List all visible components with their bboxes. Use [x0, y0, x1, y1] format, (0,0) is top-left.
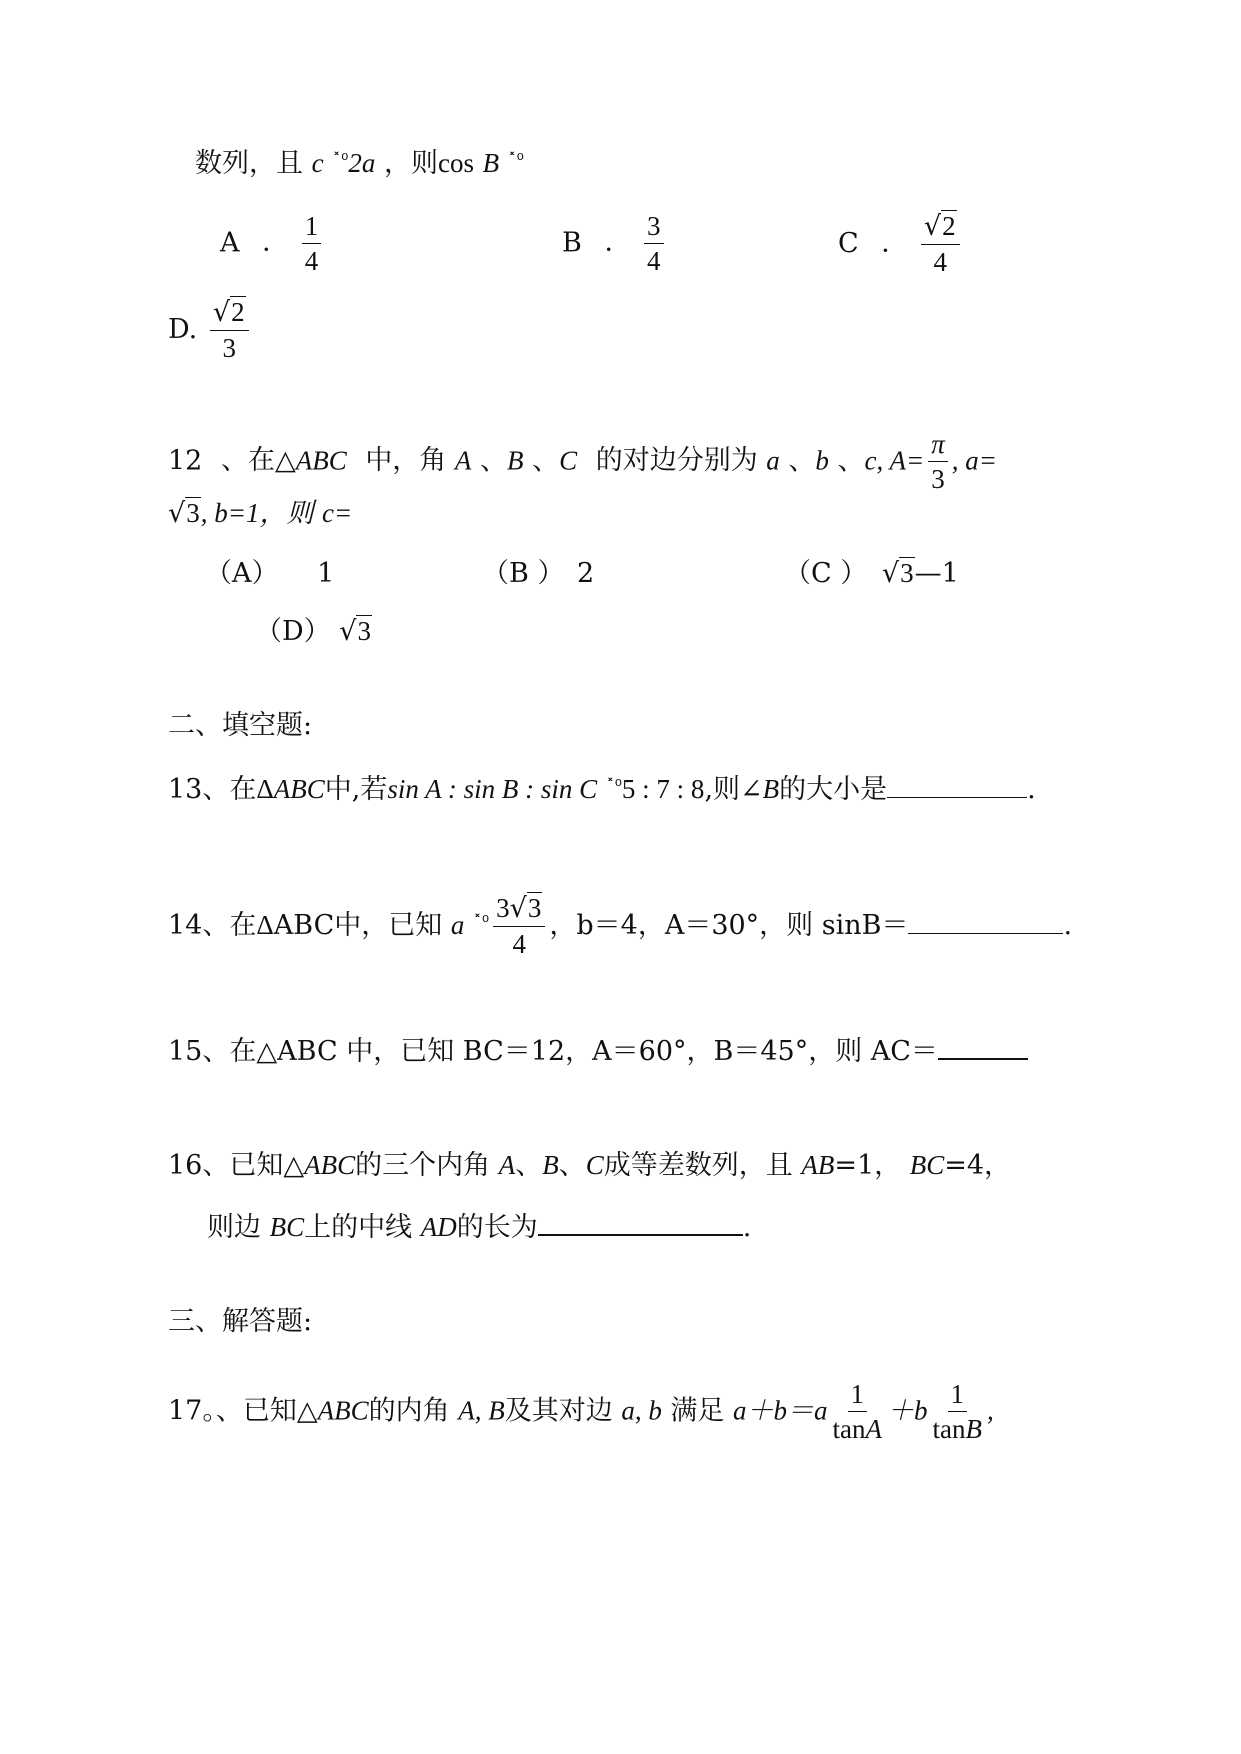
period: . — [742, 1212, 752, 1243]
q13-text: 的大小是 — [779, 774, 888, 805]
fraction-1-over-tanB — [930, 1380, 986, 1444]
pi-over-3 — [928, 430, 948, 494]
fraction-1-over-tanA — [830, 1380, 886, 1444]
var-A: A — [865, 1414, 882, 1445]
var-a: a — [450, 909, 465, 940]
q12-option-d[interactable] — [255, 618, 372, 645]
fraction-3sqrt3-over-4: $\frac{3√3}{4}$ — [493, 894, 545, 959]
ratio-values: 5 : 7 : 8 — [621, 774, 705, 804]
option-fraction — [921, 212, 960, 277]
equation-term: ＋b — [887, 1395, 928, 1426]
sqrt-radicand: 3 — [527, 893, 542, 923]
sqrt-expr: √3 — [339, 616, 371, 647]
q16-text: =1， — [834, 1150, 902, 1181]
q16-text: 成等差数列，且 — [603, 1150, 793, 1181]
fraction-denominator: 3 — [931, 464, 945, 495]
q11-stem — [195, 150, 524, 177]
q15-stem — [168, 1036, 1028, 1065]
garbled-equals-glyph: ˟⁰ — [472, 911, 490, 933]
option-label: A — [220, 227, 240, 259]
triangle-name: ABC — [295, 445, 347, 476]
q16-text: 的长为 — [456, 1212, 538, 1243]
option-label: （C ） — [784, 558, 868, 589]
q12-condition: c, A= — [864, 445, 925, 476]
q12-text: 的对边分别为 — [595, 445, 758, 477]
var-B: B — [965, 1414, 982, 1445]
sqrt-radicand: 3 — [357, 616, 371, 646]
angle-B: ∠B — [740, 774, 780, 804]
option-label: （D） — [255, 616, 331, 647]
tan-func: tan — [932, 1414, 966, 1445]
sqrt-expr: √2 — [923, 211, 956, 242]
q12-text: 中，角 — [365, 445, 447, 477]
expr-2a: 2a — [348, 148, 376, 178]
comma: , — [987, 1395, 994, 1426]
sqrt-expr: √2 — [212, 297, 245, 328]
q14-text: 14、在 — [168, 909, 257, 941]
question-number: 12 — [168, 445, 203, 477]
fraction-denominator: 4 — [647, 246, 661, 277]
q16-text: 上的中线 — [304, 1212, 413, 1243]
separator: 、 — [515, 1150, 543, 1181]
q15-text: 15、在△ABC 中，已知 BC＝12，A＝60°，B＝45°，则 AC＝ — [168, 1036, 938, 1067]
q12-option-c[interactable] — [784, 560, 959, 587]
sqrt-radicand: 2 — [942, 211, 956, 241]
option-label: C — [838, 227, 859, 259]
sqrt-expr: √3 — [168, 498, 200, 529]
cos-func: cos — [437, 148, 474, 178]
option-fraction — [210, 298, 249, 363]
option-label: B — [562, 227, 582, 259]
q17-text: 满足 — [670, 1395, 725, 1427]
sqrt-radicand: 2 — [231, 297, 245, 327]
garbled-equals-glyph: ˟⁰ — [507, 150, 524, 171]
tan-func: tan — [832, 1414, 866, 1445]
fraction-denominator: 4 — [304, 246, 319, 277]
separator: 、 — [558, 1150, 586, 1181]
sides-a-b: a, b — [621, 1395, 662, 1426]
option-label: （B ） — [482, 558, 565, 589]
equation-lhs: a＋b＝a — [733, 1395, 828, 1426]
q12-option-b[interactable] — [482, 560, 594, 587]
angles-A-B: A, B — [458, 1395, 505, 1426]
delta-symbol: Δ — [256, 774, 274, 804]
side-BC: BC — [269, 1212, 305, 1242]
q14-stem — [168, 894, 1072, 959]
q11-lead-text: 数列，且 — [195, 148, 303, 179]
q14-text: ，b＝4，A＝30°，则 sinB＝ — [549, 909, 909, 941]
fraction-numerator: 3 — [644, 212, 664, 244]
section-heading-fill-in: 二、填空题: — [168, 710, 313, 741]
fraction-numerator: 1 — [848, 1380, 868, 1412]
fraction-numerator: π — [928, 430, 948, 462]
option-dot: ． — [881, 227, 909, 259]
q13-text: 中,若 — [324, 774, 388, 805]
fraction-denominator: 4 — [512, 929, 526, 960]
var-a: a — [766, 445, 780, 476]
answer-blank[interactable] — [908, 933, 1063, 934]
q12-option-a[interactable] — [205, 560, 334, 587]
fraction-coefficient: 3 — [496, 893, 510, 923]
q16-text: 16、已知△ — [168, 1150, 305, 1181]
option-dot: ． — [604, 227, 632, 259]
side-BC: BC — [909, 1150, 945, 1180]
var-A: A — [498, 1150, 516, 1180]
sqrt-radicand: 3 — [186, 498, 200, 528]
q17-text: 。、已知 — [202, 1395, 297, 1427]
q17-stem — [168, 1380, 994, 1444]
triangle-name: △ABC — [296, 1395, 369, 1426]
var-C: C — [585, 1150, 604, 1180]
answer-blank[interactable] — [538, 1212, 743, 1236]
fraction-denominator: 4 — [933, 247, 947, 278]
option-value: —1 — [914, 558, 959, 589]
q16-text: 则边 — [207, 1212, 261, 1243]
var-B: B — [542, 1150, 559, 1180]
q12-stem-line2 — [168, 500, 352, 527]
triangle-name: ABC — [273, 774, 325, 804]
var-B: B — [507, 445, 524, 476]
separator: 、 — [480, 445, 507, 477]
q16-text: 的三个内角 — [355, 1150, 491, 1181]
question-number: 13、在 — [168, 774, 257, 805]
q11-option-c[interactable] — [838, 212, 964, 277]
option-value: 2 — [577, 558, 595, 589]
q11-option-b[interactable] — [562, 212, 668, 276]
separator: 、 — [532, 445, 560, 477]
q11-option-d[interactable] — [168, 298, 253, 363]
var-C: C — [559, 445, 578, 476]
var-c: c — [311, 148, 324, 178]
garbled-equals-glyph: ˟⁰ — [605, 776, 622, 797]
period: . — [1063, 909, 1073, 941]
option-fraction — [302, 212, 322, 276]
garbled-equals-glyph: ˟⁰ — [332, 150, 349, 171]
option-label: （A） — [205, 558, 279, 589]
period: . — [1027, 774, 1036, 805]
separator: 、 — [788, 445, 816, 477]
option-value: 1 — [317, 558, 335, 589]
sqrt-radicand: 3 — [900, 558, 914, 588]
q12-ask: c= — [322, 498, 353, 528]
side-AB: AB — [801, 1150, 835, 1180]
median-AD: AD — [420, 1212, 457, 1242]
q13-stem — [168, 776, 1036, 803]
var-b: b — [815, 445, 829, 476]
q16-stem-line1 — [168, 1152, 1011, 1179]
q12-stem-line1 — [168, 430, 997, 494]
triangle-name: ABC — [304, 1150, 356, 1180]
answer-blank[interactable] — [887, 797, 1027, 798]
separator: 、 — [837, 445, 865, 477]
fraction-numerator: 1 — [948, 1380, 968, 1412]
q12-text: 、在△ — [220, 445, 296, 477]
q13-text: ,则 — [704, 774, 741, 805]
fraction-denominator: 3 — [222, 333, 236, 364]
q11-then-text: ，则 — [383, 148, 438, 179]
sine-ratio: sin A : sin B : sin C — [387, 774, 598, 804]
q14-text: ABC中，已知 — [273, 909, 443, 941]
var-B: B — [482, 148, 500, 178]
sqrt-expr: √3 — [881, 558, 914, 589]
q11-option-a[interactable] — [220, 212, 325, 276]
option-label: D. — [168, 313, 198, 345]
question-number: 17 — [168, 1395, 203, 1427]
section-heading-solutions: 三、解答题: — [168, 1306, 313, 1337]
q12-condition: , b=1，则 — [200, 498, 314, 528]
option-fraction — [644, 212, 664, 276]
option-dot: ． — [262, 227, 290, 259]
q16-text: =4， — [944, 1150, 1012, 1181]
answer-blank[interactable] — [938, 1036, 1028, 1060]
delta-symbol: Δ — [256, 909, 274, 940]
q12-condition: , a= — [951, 445, 997, 476]
var-A: A — [454, 445, 472, 476]
q17-text: 及其对边 — [504, 1395, 613, 1427]
fraction-numerator: 1 — [302, 212, 322, 244]
q16-stem-line2 — [207, 1212, 751, 1241]
q17-text: 的内角 — [368, 1395, 450, 1427]
